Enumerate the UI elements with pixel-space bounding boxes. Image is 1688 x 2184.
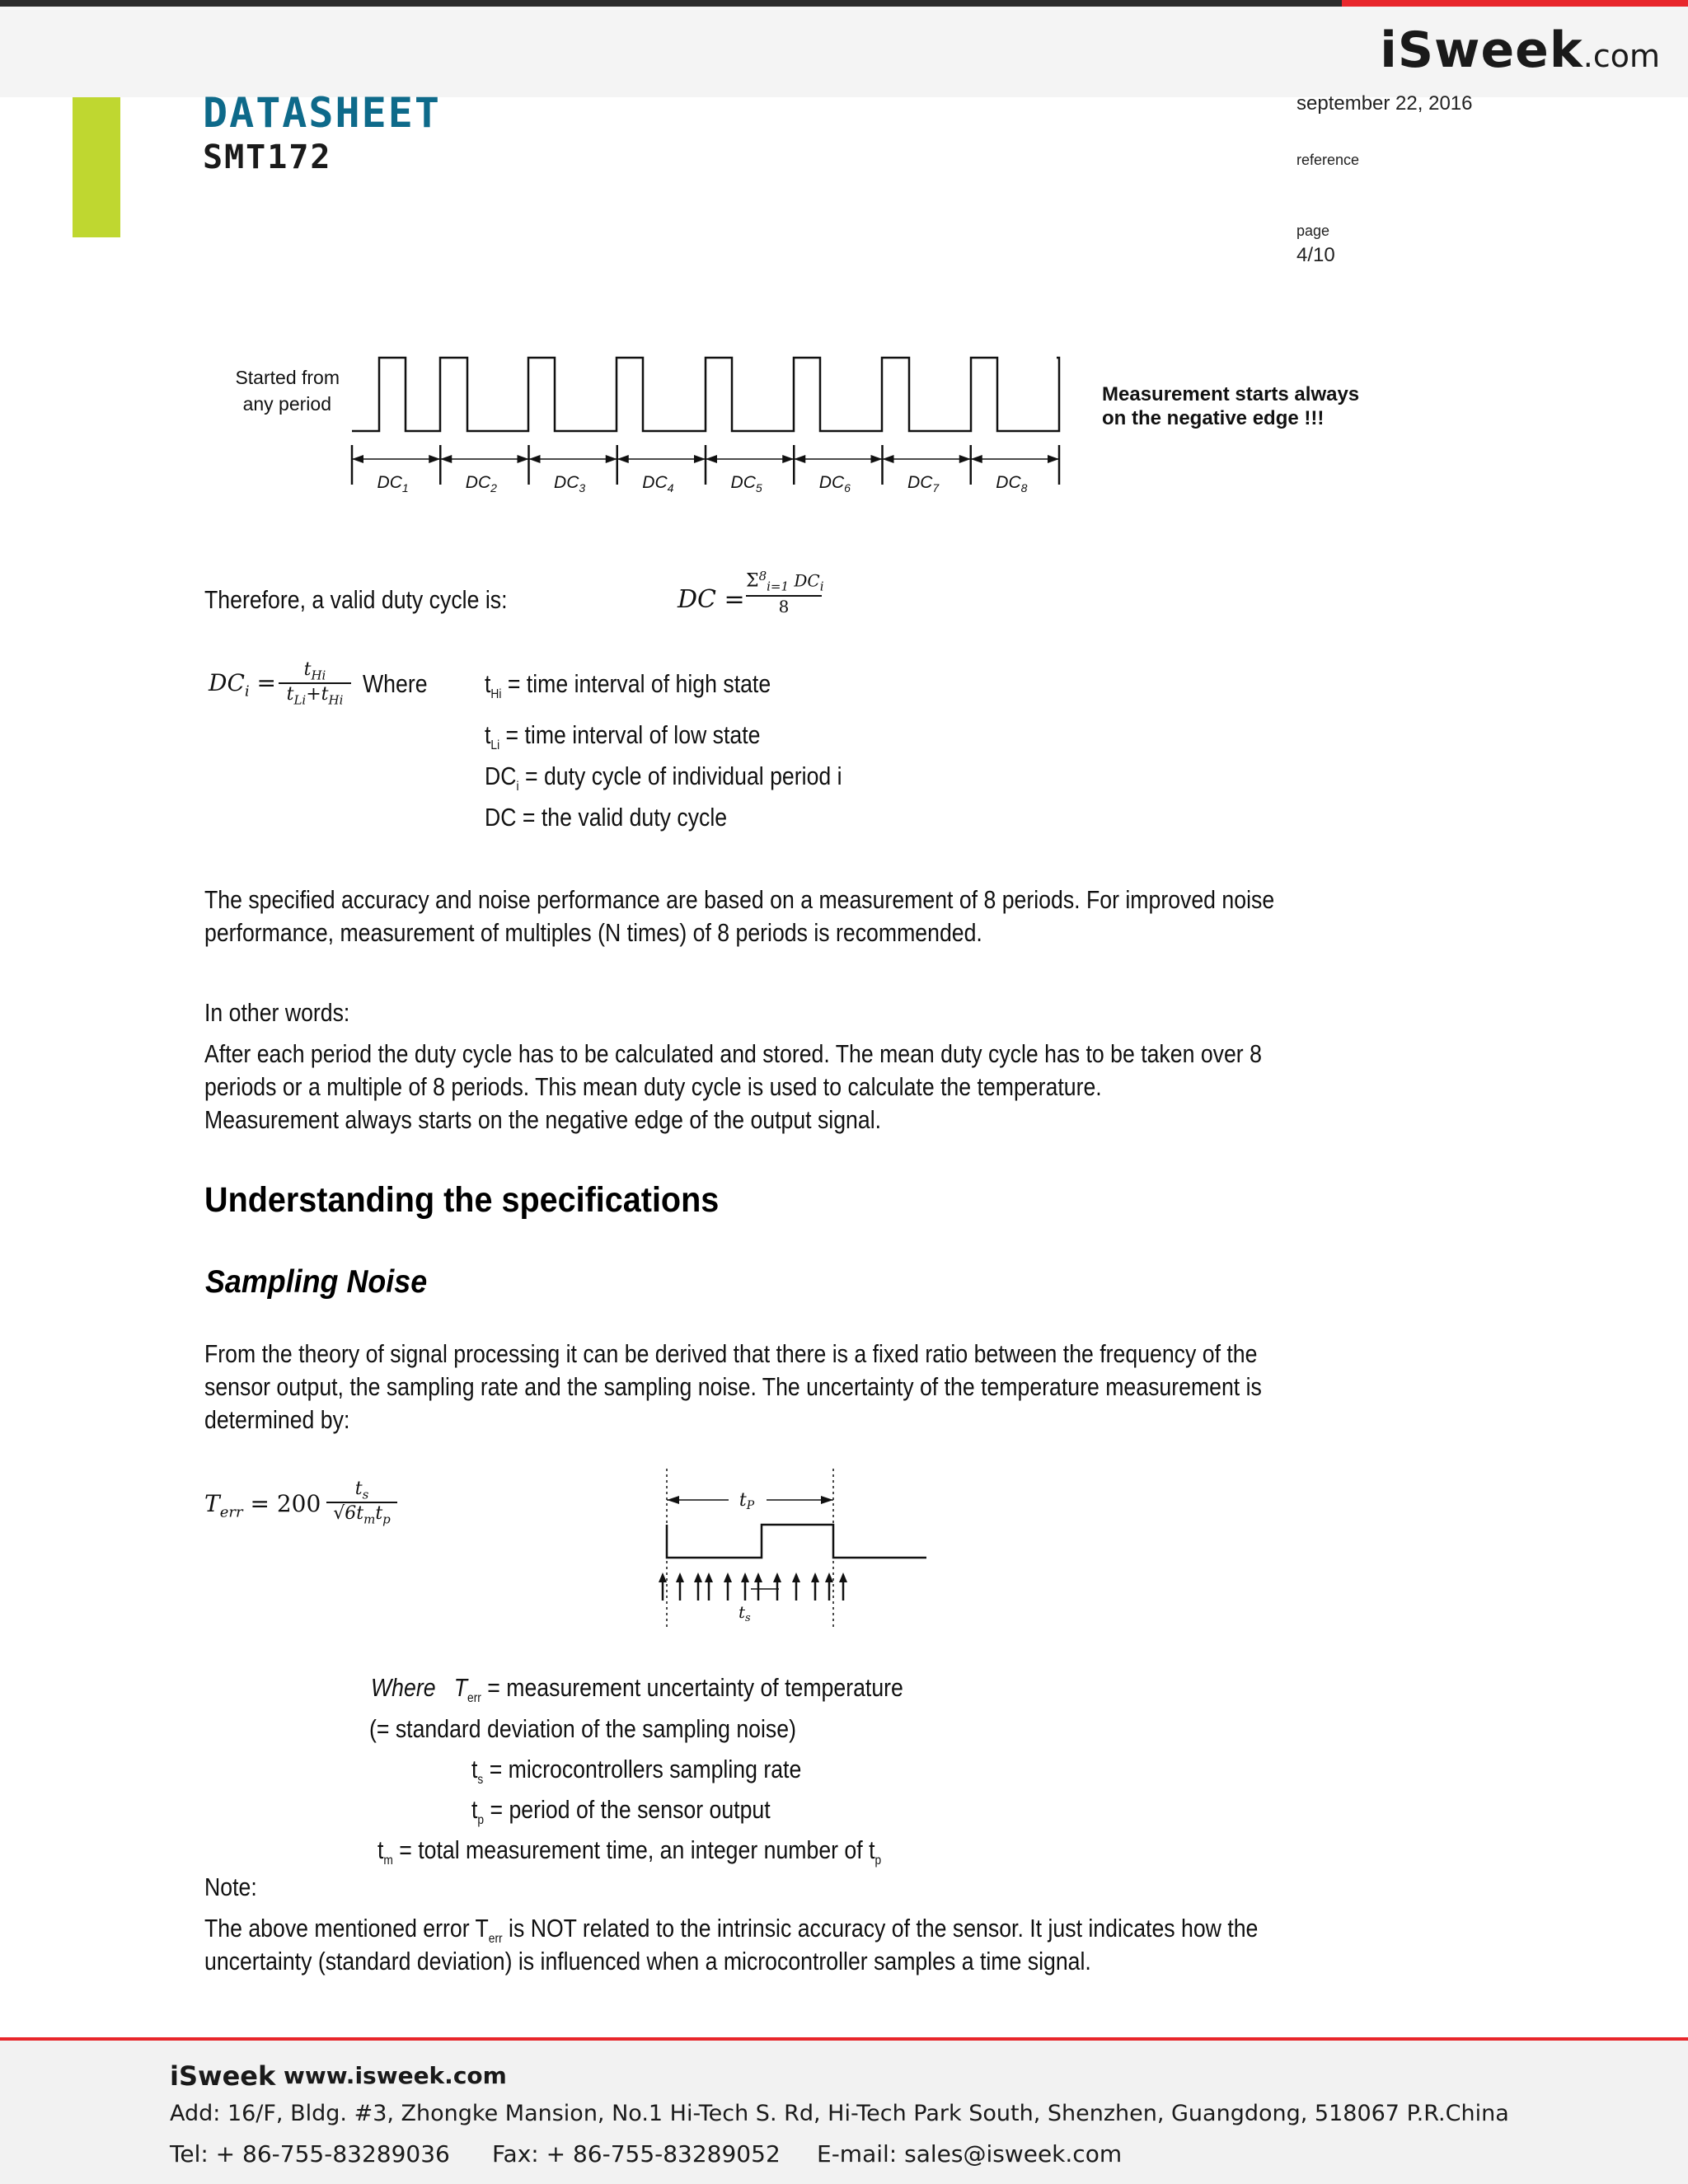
- sqrt-radicand: [345, 1502, 391, 1527]
- where-label: Where: [363, 669, 428, 698]
- sample-arrow-head-11: [825, 1572, 833, 1582]
- dc-arrow-left-1: [352, 455, 363, 463]
- where-terr: Where $T_{err}$ = measurement uncertainty of temperature: [371, 1673, 903, 1706]
- dci-symbol: DC: [209, 669, 245, 696]
- doc-date: september 22, 2016: [1296, 92, 1473, 115]
- duty-cycle-diagram: [0, 0, 1688, 577]
- tp-label: tP: [738, 1490, 755, 1512]
- note-line2: uncertainty (standard deviation) is influenced when a microcontroller samples a time signal.: [204, 1947, 1091, 1975]
- dci-sub: i: [244, 682, 250, 701]
- dc-tick-marks: [352, 445, 1059, 485]
- sample-arrow-head-8: [773, 1572, 781, 1582]
- note-line1: The above mentioned error $T_{err}$ is NOT related to the intrinsic accuracy of the sensor. It just indicates how the: [204, 1914, 1259, 1947]
- dc-arrow-left-2: [440, 455, 452, 463]
- sum-denominator: 8: [746, 595, 822, 616]
- reference-label: reference: [1296, 152, 1360, 168]
- dci-fraction: [279, 659, 351, 708]
- terr-den-sub2: p: [382, 1511, 391, 1527]
- footer-tel: Tel: + 86-755-83289036: [170, 2140, 450, 2168]
- dc-arrow-left-6: [794, 455, 805, 463]
- dc-label-3: $DC_3$: [554, 473, 586, 494]
- terr-den-t: t: [375, 1503, 383, 1525]
- sum-symbol: Σ: [746, 570, 759, 592]
- dci-den-a-sub: Li: [293, 692, 307, 708]
- valid-duty-cycle-intro: Therefore, a valid duty cycle is:: [204, 585, 508, 614]
- dc-arrow-left-5: [706, 455, 717, 463]
- footer-email[interactable]: E-mail: sales@isweek.com: [817, 2140, 1123, 2168]
- p2-line2: periods or a multiple of 8 periods. This mean duty cycle is used to calculate the temperature.: [204, 1072, 1102, 1101]
- ts-label: $t_s$: [738, 1602, 751, 1624]
- diagram-left-label-1: Started from: [235, 367, 340, 388]
- dc-arrow-left-8: [971, 455, 982, 463]
- p1-line1: The specified accuracy and noise performance are based on a measurement of 8 periods. For improved noise: [204, 885, 1275, 914]
- sample-arrow-head-4: [705, 1572, 713, 1582]
- sample-arrow-head-9: [792, 1572, 800, 1582]
- p3-line2: sensor output, the sampling rate and the sampling noise. The uncertainty of the temperature measurement is: [204, 1372, 1262, 1401]
- where-paren: (= standard deviation of the sampling noise): [369, 1714, 796, 1743]
- dci-den-plus: +: [306, 684, 321, 705]
- dc-arrow-right-1: [429, 455, 440, 463]
- p2-intro: In other words:: [204, 998, 350, 1027]
- dc-label-2: $DC_2$: [465, 473, 497, 494]
- where-italic: Where: [371, 1673, 436, 1702]
- pulse-waveform: [352, 358, 1059, 431]
- dc-label-4: $DC_4$: [642, 473, 674, 494]
- subsection-heading: Sampling Noise: [205, 1264, 428, 1300]
- sample-arrow-head-12: [839, 1572, 847, 1582]
- p3-line1: From the theory of signal processing it can be derived that there is a fixed ratio between the frequency of the: [204, 1339, 1258, 1368]
- where-ts: $t_s$ = microcontrollers sampling rate: [471, 1755, 802, 1788]
- sample-arrow-head-3: [694, 1572, 702, 1582]
- terr-fraction: [326, 1479, 397, 1527]
- dci-num: t: [303, 659, 312, 680]
- sampling-diagram: [643, 1467, 940, 1632]
- dci-num-sub: Hi: [311, 668, 326, 683]
- sum-term: DC: [794, 570, 820, 591]
- def-thi: $t_{Hi}$ = time interval of high state: [485, 669, 771, 702]
- terr-num: t: [354, 1479, 363, 1499]
- sample-arrow-head-2: [676, 1572, 684, 1582]
- sum-lower: i=1: [767, 579, 790, 594]
- sample-arrow-head-6: [741, 1572, 749, 1582]
- page-label: page: [1296, 223, 1330, 239]
- dci-den-b: t: [321, 684, 329, 705]
- sample-arrows: [659, 1572, 847, 1601]
- def-dc: DC = the valid duty cycle: [485, 803, 728, 832]
- diagram-note-2: on the negative edge !!!: [1102, 407, 1325, 429]
- def-dci: $DC_i$ = duty cycle of individual period i: [485, 762, 842, 794]
- sample-arrow-head-5: [724, 1572, 732, 1582]
- p1-line2: performance, measurement of multiples (N times) of 8 periods is recommended.: [204, 918, 982, 947]
- terr-eq: = 200: [250, 1490, 321, 1517]
- dc-label-1: $DC_1$: [377, 473, 409, 494]
- section-heading: Understanding the specifications: [204, 1180, 720, 1220]
- note-label: Note:: [204, 1872, 257, 1901]
- def-tli: $t_{Li}$ = time interval of low state: [485, 720, 761, 753]
- dci-den-a: t: [286, 684, 294, 705]
- sum-upper: 8: [758, 569, 767, 583]
- footer-fax: Fax: + 86-755-83289052: [492, 2140, 781, 2168]
- diagram-left-label-2: any period: [242, 393, 331, 415]
- page-number: 4/10: [1296, 244, 1335, 266]
- terr-sub: err: [219, 1503, 243, 1521]
- sample-arrow-head-10: [811, 1572, 819, 1582]
- dc-arrow-right-2: [518, 455, 529, 463]
- logo-main: iSweek: [1380, 21, 1583, 79]
- dc-arrow-right-5: [782, 455, 794, 463]
- p2-line3: Measurement always starts on the negative edge of the output signal.: [204, 1105, 882, 1134]
- dc-label-5: $DC_5$: [730, 473, 762, 494]
- tp-arrow-right: [821, 1496, 833, 1504]
- terr-num-sub: s: [362, 1487, 369, 1502]
- dc-arrow-right-8: [1048, 455, 1059, 463]
- sampling-waveform: [667, 1525, 926, 1558]
- dc-arrow-left-7: [883, 455, 894, 463]
- dc-formula-lhs: DC =: [678, 585, 745, 614]
- sqrt-symbol: √: [333, 1503, 345, 1525]
- sample-arrow-head-7: [754, 1572, 762, 1582]
- doc-type-title: DATASHEET: [203, 89, 441, 137]
- logo-suffix: .com: [1582, 38, 1660, 74]
- terr-den-sub1: m: [363, 1511, 376, 1527]
- terr-symbol: T: [204, 1490, 220, 1517]
- terr-den: 6t: [345, 1503, 364, 1525]
- where-tp: $t_p$ = period of the sensor output: [471, 1795, 771, 1828]
- where-tm: $t_m$ = total measurement time, an integer number of $t_p$: [377, 1835, 882, 1868]
- sample-arrow-head-1: [659, 1572, 667, 1582]
- diagram-note-1: Measurement starts always: [1102, 383, 1360, 405]
- dci-lhs: $DC_i$ =: [209, 669, 277, 701]
- sum-term-sub: i: [819, 579, 824, 594]
- dc-arrow-left-3: [529, 455, 541, 463]
- dc-arrow-right-4: [694, 455, 706, 463]
- terr-formula-lhs: [204, 1490, 321, 1521]
- footer-url[interactable]: www.isweek.com: [284, 2062, 507, 2089]
- p2-line1: After each period the duty cycle has to be calculated and stored. The mean duty cycle has to be taken over 8: [204, 1039, 1262, 1068]
- dc-arrow-right-3: [606, 455, 617, 463]
- footer-brand: iSweek: [170, 2060, 276, 2092]
- dc-label-6: $DC_6$: [818, 473, 851, 494]
- dc-label-7: $DC_7$: [907, 473, 940, 494]
- tp-arrow-left: [667, 1496, 679, 1504]
- dc-arrow-right-7: [959, 455, 971, 463]
- model-name: SMT172: [203, 138, 332, 176]
- dci-den-b-sub: Hi: [328, 692, 344, 708]
- dc-sum-formula: [746, 569, 822, 616]
- dc-arrow-right-6: [871, 455, 883, 463]
- dc-arrow-left-4: [617, 455, 629, 463]
- dc-label-8: $DC_8$: [996, 473, 1028, 494]
- p3-line3: determined by:: [204, 1405, 350, 1434]
- footer-address: Add: 16/F, Bldg. #3, Zhongke Mansion, No.1 Hi-Tech S. Rd, Hi-Tech Park South, Shenzhen, Guangdong, 518067 P.R.China: [170, 2101, 1509, 2126]
